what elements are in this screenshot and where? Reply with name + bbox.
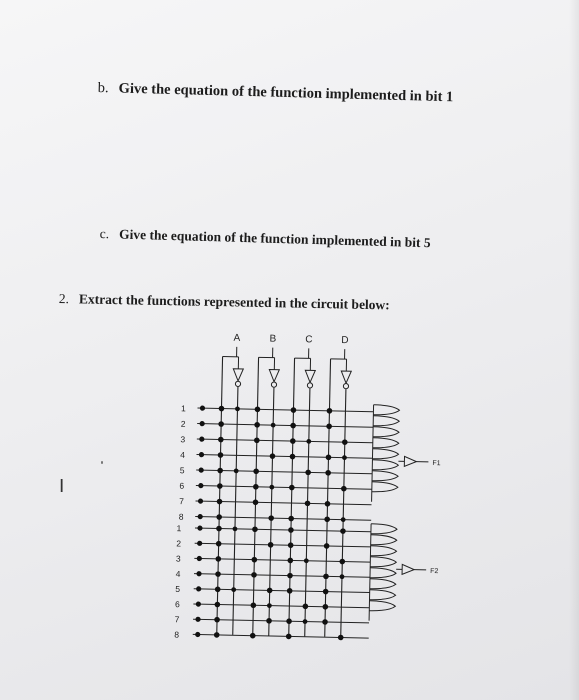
or-gate-f1-segment bbox=[372, 449, 398, 460]
connection-dot bbox=[341, 486, 347, 492]
row-junction-dot bbox=[199, 436, 204, 441]
connection-dot bbox=[214, 632, 220, 638]
or-gate-f2-segment bbox=[369, 601, 395, 612]
connection-dot bbox=[233, 526, 238, 531]
or-gate-f2-segment bbox=[371, 524, 397, 535]
connection-dot bbox=[218, 437, 224, 443]
connection-dot bbox=[288, 527, 294, 533]
connection-dot bbox=[269, 485, 274, 490]
connection-dot bbox=[291, 407, 297, 413]
connection-dot bbox=[286, 618, 292, 624]
question-c-label: c. bbox=[99, 226, 110, 242]
or-gate-f2-segment bbox=[371, 535, 397, 546]
true-line-c bbox=[289, 358, 295, 636]
row-number: 3 bbox=[175, 553, 181, 564]
connection-dot bbox=[218, 452, 224, 458]
row-number: 4 bbox=[180, 449, 185, 460]
or-gate-f2-output-label: F2 bbox=[430, 567, 439, 576]
connection-dot bbox=[267, 603, 272, 608]
connection-dot bbox=[214, 617, 220, 623]
or-gate-f1-segment bbox=[373, 405, 399, 416]
row-junction-dot bbox=[199, 452, 204, 457]
or-gate-f1-output-label: F1 bbox=[432, 459, 441, 468]
connection-dot bbox=[217, 499, 223, 505]
connection-dot bbox=[325, 470, 331, 476]
connection-dot bbox=[267, 588, 273, 594]
row-junction-dot bbox=[198, 498, 203, 503]
row-junction-dot bbox=[197, 556, 202, 561]
true-line-a bbox=[217, 357, 223, 635]
connection-dot bbox=[268, 515, 274, 521]
inverter-icon bbox=[305, 370, 315, 382]
row-junction-dot bbox=[200, 405, 205, 410]
row-junction-dot bbox=[197, 541, 202, 546]
connection-dot bbox=[253, 499, 259, 505]
or-gate-f2-segment bbox=[370, 579, 396, 590]
row-number: 5 bbox=[179, 465, 185, 476]
row-number: 3 bbox=[180, 434, 186, 445]
buffer-icon bbox=[402, 564, 414, 574]
connection-dot bbox=[250, 633, 256, 639]
connection-dot bbox=[340, 574, 345, 579]
connection-dot bbox=[216, 514, 222, 520]
connection-dot bbox=[324, 543, 330, 549]
connection-dot bbox=[218, 421, 224, 427]
connection-dot bbox=[217, 468, 223, 474]
connection-dot bbox=[255, 406, 261, 412]
or-gate-f2-segment bbox=[370, 557, 396, 568]
or-gate-f1-segment bbox=[373, 416, 399, 427]
connection-dot bbox=[342, 455, 347, 460]
row-number: 6 bbox=[179, 480, 185, 491]
row-junction-dot bbox=[196, 571, 201, 576]
or-gate-f1-segment bbox=[373, 427, 399, 438]
input-label-b: B bbox=[269, 333, 277, 345]
connection-dot bbox=[304, 558, 309, 563]
question-2-label: 2. bbox=[58, 291, 70, 307]
connection-dot bbox=[327, 408, 333, 414]
row-number: 7 bbox=[179, 496, 185, 507]
inverter-icon bbox=[233, 369, 243, 381]
row-number: 4 bbox=[175, 568, 181, 579]
question-c-text: Give the equation of the function implemented in bit 5 bbox=[118, 226, 431, 251]
text-cursor-icon: I bbox=[59, 476, 65, 497]
row-junction-dot bbox=[198, 483, 203, 488]
connection-dot bbox=[215, 571, 221, 577]
connection-dot bbox=[323, 589, 329, 595]
or-gate-f2-segment bbox=[370, 568, 396, 579]
input-label-d: D bbox=[341, 335, 349, 347]
connection-dot bbox=[287, 573, 293, 579]
connection-dot bbox=[322, 619, 328, 625]
connection-dot bbox=[306, 439, 311, 444]
inverter-icon bbox=[341, 371, 351, 383]
connection-dot bbox=[235, 406, 240, 411]
connection-dot bbox=[290, 454, 296, 460]
connection-dot bbox=[234, 468, 239, 473]
true-line-d bbox=[325, 359, 331, 637]
true-line-b bbox=[253, 357, 259, 635]
buffer-icon bbox=[404, 456, 416, 466]
connection-dot bbox=[290, 423, 296, 429]
or-gate-f2-segment bbox=[370, 546, 396, 557]
row-number: 2 bbox=[180, 418, 186, 429]
connection-dot bbox=[302, 603, 308, 609]
or-gate-f2-backline bbox=[369, 524, 371, 621]
connection-dot bbox=[270, 453, 276, 459]
row-number: 5 bbox=[175, 583, 181, 595]
connection-dot bbox=[251, 557, 257, 563]
question-b-label: b. bbox=[97, 80, 109, 97]
or-gate-f1-backline bbox=[372, 405, 374, 502]
connection-dot bbox=[289, 485, 295, 491]
connection-dot bbox=[288, 542, 294, 548]
row-junction-dot bbox=[196, 586, 201, 591]
row-number: 8 bbox=[178, 511, 184, 522]
connection-dot bbox=[323, 574, 329, 580]
or-gate-f1-segment bbox=[372, 482, 398, 493]
connection-dot bbox=[215, 556, 221, 562]
connection-dot bbox=[215, 586, 221, 592]
connection-dot bbox=[288, 516, 294, 522]
row-junction-dot bbox=[200, 421, 205, 426]
connection-dot bbox=[326, 454, 332, 460]
connection-dot bbox=[215, 602, 221, 608]
connection-dot bbox=[290, 438, 296, 444]
row-number: 1 bbox=[176, 523, 182, 534]
question-2-text: Extract the functions represented in the circuit below: bbox=[78, 291, 390, 313]
connection-dot bbox=[216, 526, 222, 532]
connection-dot bbox=[341, 517, 346, 522]
connection-dot bbox=[252, 526, 258, 532]
connection-dot bbox=[305, 470, 311, 476]
connection-dot bbox=[303, 619, 308, 624]
connection-dot bbox=[251, 602, 257, 608]
row-number: 1 bbox=[181, 403, 186, 414]
row-number: 6 bbox=[174, 599, 180, 610]
connection-dot bbox=[266, 618, 272, 624]
connection-dot bbox=[325, 501, 331, 507]
row-junction-dot bbox=[195, 617, 200, 622]
or-gate-f2-segment bbox=[370, 590, 396, 601]
connection-dot bbox=[287, 588, 293, 594]
connection-dot bbox=[216, 541, 222, 547]
connection-dot bbox=[339, 559, 345, 565]
connection-dot bbox=[322, 604, 328, 610]
connection-dot bbox=[287, 558, 293, 564]
connection-dot bbox=[253, 484, 259, 490]
row-number: 2 bbox=[176, 538, 182, 549]
or-gate-f1-segment bbox=[373, 438, 399, 449]
input-label-a: A bbox=[233, 332, 241, 344]
connection-dot bbox=[254, 437, 260, 443]
connection-dot bbox=[286, 634, 292, 640]
connection-dot bbox=[219, 406, 225, 412]
input-label-c: C bbox=[305, 334, 313, 346]
connection-dot bbox=[342, 439, 348, 445]
row-number: 7 bbox=[174, 614, 180, 625]
connection-dot bbox=[271, 423, 276, 428]
connection-dot bbox=[340, 528, 346, 534]
connection-dot bbox=[217, 483, 223, 489]
connection-dot bbox=[231, 587, 236, 592]
row-junction-dot bbox=[198, 514, 203, 519]
connection-dot bbox=[254, 422, 260, 428]
connection-dot bbox=[251, 572, 257, 578]
connection-dot bbox=[326, 423, 332, 429]
row-number: 8 bbox=[174, 629, 180, 640]
row-junction-dot bbox=[197, 525, 202, 530]
circuit-group bbox=[174, 332, 443, 645]
connection-dot bbox=[324, 516, 330, 522]
row-junction-dot bbox=[199, 467, 204, 472]
row-junction-dot bbox=[195, 632, 200, 637]
or-gate-f1-segment bbox=[372, 460, 398, 471]
question-b-text: Give the equation of the function implemented in bit 1 bbox=[118, 80, 454, 106]
connection-dot bbox=[253, 468, 259, 474]
inverter-icon bbox=[269, 370, 279, 382]
or-gate-f1-segment bbox=[372, 471, 398, 482]
row-junction-dot bbox=[196, 601, 201, 606]
